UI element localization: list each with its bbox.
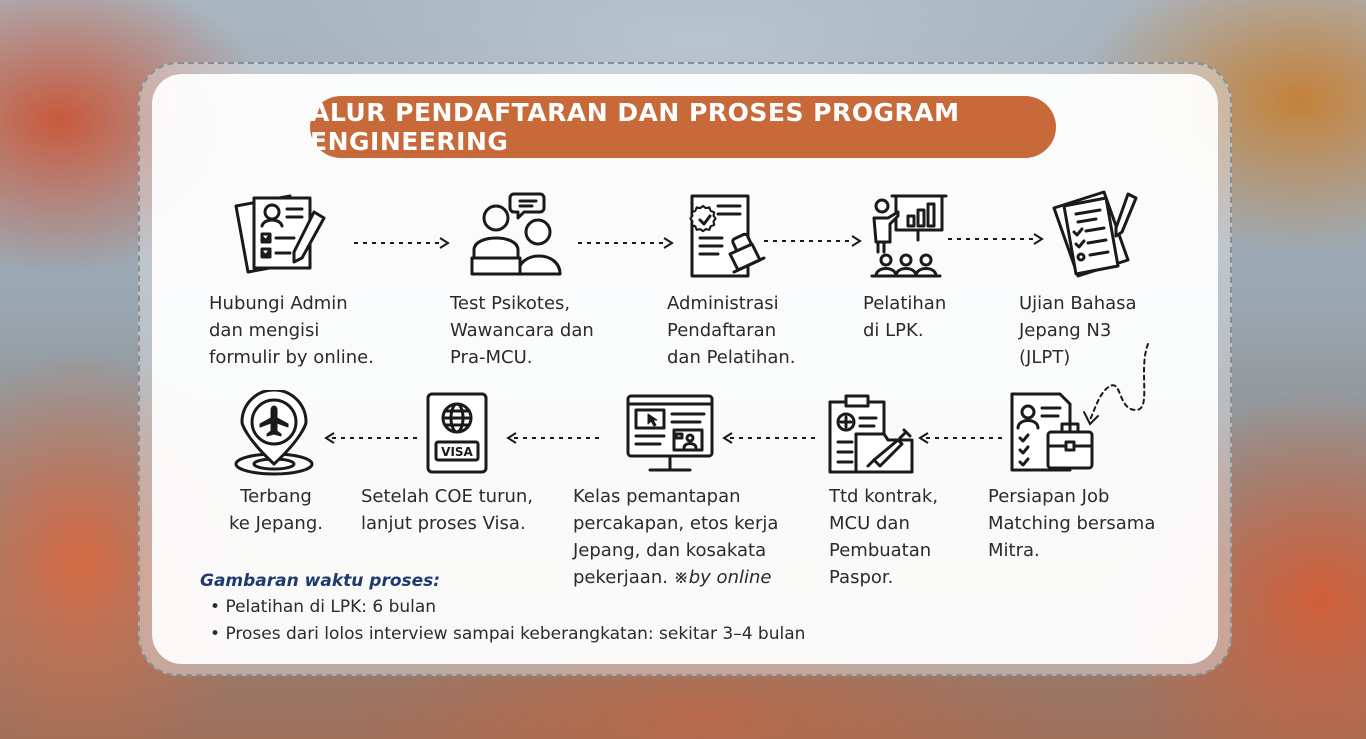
step-3-label: Administrasi Pendaftaran dan Pelatihan. — [667, 293, 796, 368]
step-4-label: Pelatihan di LPK. — [863, 293, 947, 341]
notes-bullet-2: • Proses dari lolos interview sampai keberangkatan: sekitar 3–4 bulan — [210, 624, 806, 644]
notes-bullet-1: • Pelatihan di LPK: 6 bulan — [210, 597, 437, 617]
form-document-icon — [232, 192, 336, 276]
step-9-label: Setelah COE turun, lanjut proses Visa. — [361, 486, 534, 534]
svg-text:VISA: VISA — [441, 445, 473, 459]
page-title: ALUR PENDAFTARAN DAN PROSES PROGRAM ENGINEERING — [310, 96, 1056, 158]
passport-visa-icon — [424, 390, 490, 476]
medical-contract-icon — [826, 392, 918, 476]
flow-arrow-left-2 — [722, 429, 818, 441]
step-10-label: Terbang ke Jepang. — [229, 486, 323, 534]
step-2-label: Test Psikotes, Wawancara dan Pra-MCU. — [450, 293, 594, 368]
step-6-label: Persiapan Job Matching bersama Mitra. — [988, 486, 1156, 561]
flow-arrow-left-4 — [324, 429, 422, 441]
step-5-label: Ujian Bahasa Jepang N3 (JLPT) — [1019, 293, 1137, 368]
step-7-label: Ttd kontrak, MCU dan Pembuatan Paspor. — [829, 486, 939, 588]
step-1-label: Hubungi Admin dan mengisi formulir by online. — [209, 293, 374, 368]
step-8-label: Kelas pemantapan percakapan, etos kerja Jepang, dan kosakata pekerjaan. ※by online — [573, 486, 779, 588]
flow-arrow-left-3 — [506, 429, 604, 441]
notes-heading: Gambaran waktu proses: — [200, 571, 441, 591]
interview-people-icon — [466, 188, 570, 278]
exam-checklist-icon — [1050, 188, 1140, 280]
flow-arrow-left-1 — [918, 429, 1004, 441]
stamp-document-icon — [682, 192, 768, 280]
job-matching-briefcase-icon — [1008, 390, 1096, 474]
flow-arrow-right-3 — [764, 232, 862, 244]
flow-arrow-right-2 — [578, 234, 674, 246]
flow-arrow-right-4 — [948, 230, 1044, 242]
process-time-notes — [200, 568, 1000, 648]
online-note: ※by online — [673, 567, 772, 588]
training-presentation-icon — [868, 190, 948, 280]
flow-arrow-right-1 — [354, 234, 450, 246]
online-class-monitor-icon — [624, 392, 716, 476]
airplane-location-icon — [232, 390, 316, 476]
